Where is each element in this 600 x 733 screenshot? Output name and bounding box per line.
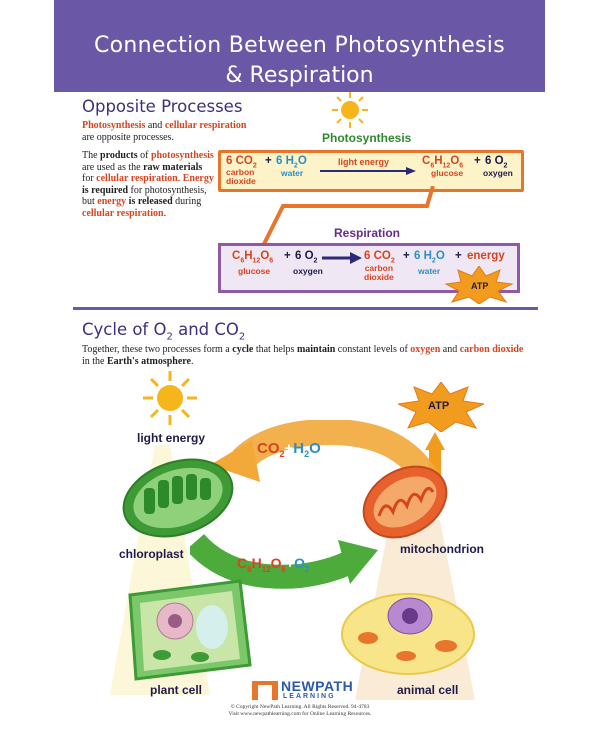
- photosynthesis-label: Photosynthesis: [322, 131, 412, 145]
- footer-copyright: © Copyright NewPath Learning. All Rights Reserved. 94-4783 Visit www.newpathlearning.com for Online Learning Resources.: [228, 704, 372, 717]
- newpath-logo-inner: [258, 685, 272, 700]
- atp-label-large: ATP: [428, 400, 450, 412]
- ps-plus2: +: [474, 155, 481, 167]
- ps-name-water: water: [281, 168, 304, 178]
- resp-arrow: [322, 252, 364, 264]
- title-banner: [54, 0, 545, 92]
- animal-cell-label: animal cell: [397, 683, 459, 697]
- large-sun-icon: [140, 368, 200, 428]
- chloroplast-illustration: [118, 458, 238, 538]
- ps-name-co2: carbon dioxide: [226, 167, 256, 186]
- atp-label-small: ATP: [471, 281, 489, 291]
- page-title-line2: & Respiration: [225, 63, 374, 88]
- ps-name-oxygen: oxygen: [483, 168, 513, 178]
- connector-line: [255, 186, 445, 250]
- resp-plus1: +: [284, 250, 291, 262]
- mitochondrion-label: mitochondrion: [400, 542, 484, 556]
- cycle-heading: Cycle of $O_2$ and $CO_2$: [82, 320, 246, 343]
- resp-name-glucose: glucose: [238, 266, 271, 276]
- ps-reactant1: 6 $CO_2$: [226, 155, 257, 170]
- resp-product2: 6 $H_2O$: [414, 250, 445, 265]
- chloroplast-label: chloroplast: [119, 547, 184, 561]
- sun-icon: [328, 90, 372, 130]
- respiration-label: Respiration: [334, 226, 401, 240]
- cycle-description: Together, these two processes form a cycle that helps maintain constant levels of oxygen and carbon dioxide in the Earth's atmosphere.: [82, 344, 524, 367]
- resp-reactant1: $C_6H_{12}O_6$: [232, 250, 274, 265]
- bottom-arrow-formula: $C_6H_{12}O_6+O_2$: [237, 555, 310, 574]
- light-energy-label: light energy: [137, 431, 206, 445]
- resp-name-water: water: [418, 266, 441, 276]
- resp-product1: 6 $CO_2$: [364, 250, 395, 265]
- ps-product2: 6 $O_2$: [485, 155, 508, 170]
- ps-name-glucose: glucose: [431, 168, 464, 178]
- resp-name-co2: carbon dioxide: [364, 263, 394, 282]
- top-arrow-formula: $CO_2+H_2O$: [257, 440, 321, 459]
- opposite-processes-heading: Opposite Processes: [82, 97, 243, 116]
- ps-product1: $C_6H_{12}O_6$: [422, 155, 464, 170]
- plant-cell-illustration: [120, 575, 255, 685]
- ps-arrow-label: light energy: [338, 157, 390, 167]
- resp-reactant2: 6 $O_2$: [295, 250, 318, 265]
- newpath-logo-text: NEWPATH: [281, 678, 354, 694]
- page-title-line1: Connection Between Photosynthesis: [94, 33, 505, 58]
- animal-cell-illustration: [338, 586, 478, 678]
- newpath-logo-subtext: LEARNING: [283, 693, 336, 700]
- resp-plus2: +: [403, 250, 410, 262]
- resp-plus3: +: [455, 250, 462, 262]
- opposite-intro: Photosynthesis and cellular respiration are opposite processes.: [82, 120, 247, 143]
- ps-reactant2: 6 $H_2O$: [276, 155, 307, 170]
- section-divider: [73, 307, 538, 310]
- resp-name-oxygen: oxygen: [293, 266, 323, 276]
- plant-cell-label: plant cell: [150, 683, 203, 697]
- ps-plus1: +: [265, 155, 272, 167]
- opposite-body: The products of photosynthesis are used as the raw materials for cellular respiration. Energy is required for photosynthesis, but energy is released during cellular respiration.: [82, 150, 214, 219]
- ps-arrow: [318, 166, 418, 176]
- mitochondrion-illustration: [355, 462, 455, 542]
- resp-product3: energy: [467, 250, 505, 262]
